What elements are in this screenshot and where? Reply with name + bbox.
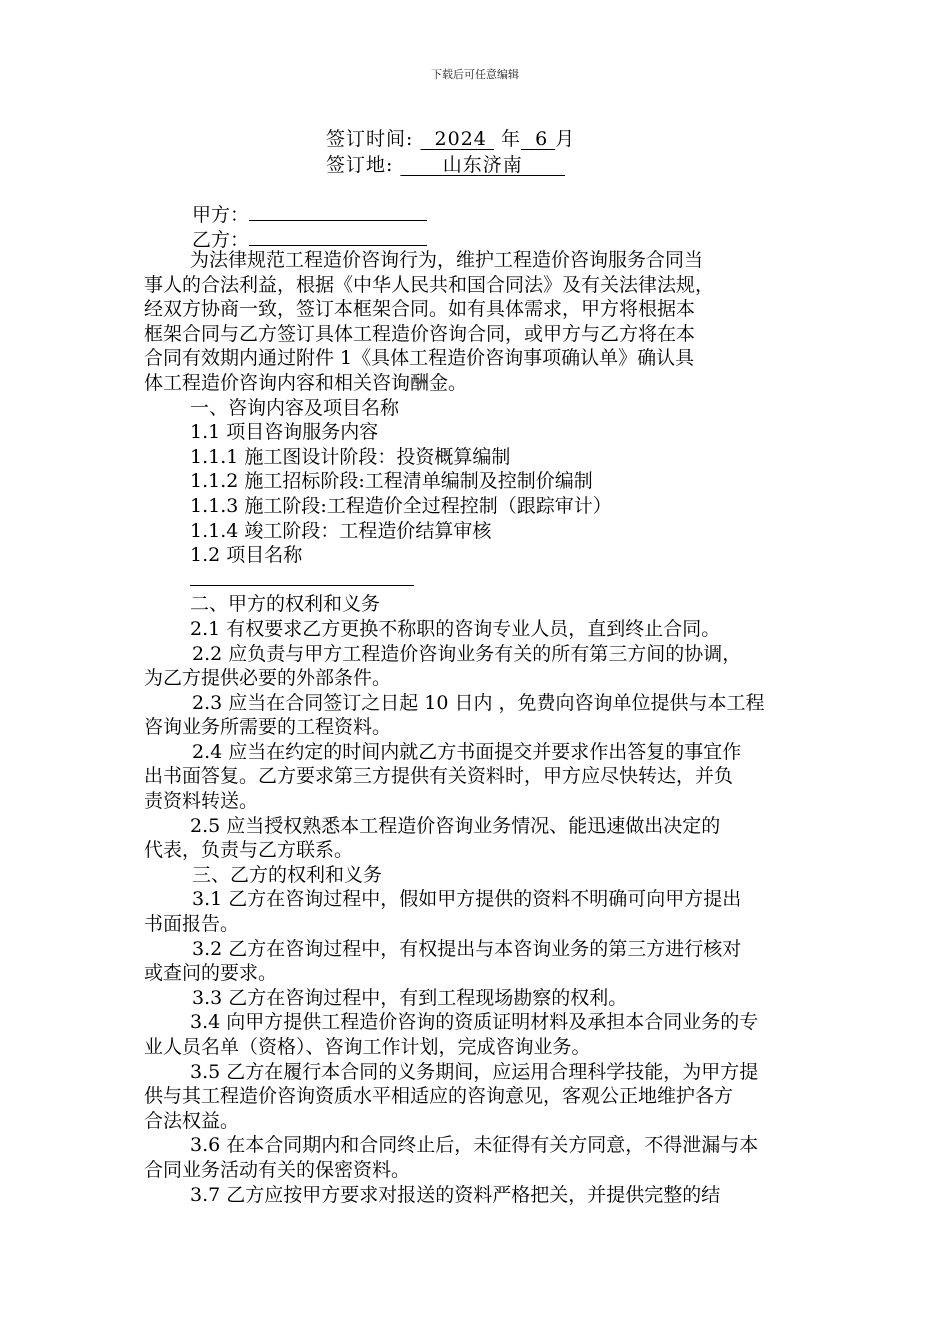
clause-line: 出书面答复。乙方要求第三方提供有关资料时，甲方应尽快转达，并负	[144, 765, 734, 788]
clause-line: 为乙方提供必要的外部条件。	[144, 667, 392, 690]
clause-line: 2.4 应当在约定的时间内就乙方书面提交并要求作出答复的事宜作	[192, 740, 742, 763]
clause-line: 1.1.2 施工招标阶段:工程清单编制及控制价编制	[190, 470, 593, 493]
sign-time-line	[326, 124, 575, 151]
paragraph-line: 经双方协商一致，签订本框架合同。如有具体需求，甲方将根据本	[144, 298, 696, 321]
section-heading-2: 二、甲方的权利和义务	[190, 593, 381, 616]
clause-line: 3.2 乙方在咨询过程中，有权提出与本咨询业务的第三方进行核对	[192, 937, 742, 960]
party-a-line	[192, 200, 427, 227]
clause-line: 合法权益。	[144, 1109, 240, 1132]
section-heading-1: 一、咨询内容及项目名称	[190, 396, 400, 419]
clause-line: 合同业务活动有关的保密资料。	[144, 1158, 411, 1181]
clause-line: 3.4 向甲方提供工程造价咨询的资质证明材料及承担本合同业务的专	[190, 1011, 759, 1034]
contract-body	[144, 248, 850, 1207]
party-b-blank	[249, 244, 427, 246]
paragraph-line: 合同有效期内通过附件 1《具体工程造价咨询事项确认单》确认具	[144, 347, 695, 370]
sign-year-unit: 年	[501, 128, 522, 150]
paragraph-line: 事人的合法利益，根据《中华人民共和国合同法》及有关法律法规，	[144, 273, 715, 296]
section-heading-3: 三、乙方的权利和义务	[192, 863, 383, 886]
paragraph-line: 为法律规范工程造价咨询行为，维护工程造价咨询服务合同当	[190, 249, 704, 271]
paragraph-line: 框架合同与乙方签订具体工程造价咨询合同，或甲方与乙方将在本	[144, 322, 696, 345]
clause-line: 供与其工程造价咨询资质水平相适应的咨询意见，客观公正地维护各方	[144, 1085, 734, 1108]
sign-month-unit: 月	[555, 128, 576, 150]
party-a-blank	[249, 219, 427, 221]
sign-place-line	[326, 150, 565, 177]
project-name-blank	[190, 584, 414, 586]
project-name-blank-row	[144, 568, 850, 593]
clause-line: 3.7 乙方应按甲方要求对报送的资料严格把关，并提供完整的结	[190, 1183, 721, 1206]
clause-line: 2.1 有权要求乙方更换不称职的咨询专业人员，直到终止合同。	[190, 617, 721, 640]
clause-line: 3.6 在本合同期内和合同终止后，未征得有关方同意，不得泄漏与本	[190, 1134, 759, 1157]
clause-line: 责资料转送。	[144, 790, 259, 813]
sign-place-label: 签订地:	[326, 154, 394, 176]
clause-line: 3.5 乙方在履行本合同的义务期间，应运用合理科学技能，为甲方提	[190, 1060, 759, 1083]
clause-line: 1.2 项目名称	[190, 544, 303, 567]
clause-line: 1.1.4 竣工阶段：工程造价结算审核	[190, 519, 492, 542]
sign-month: 6	[535, 128, 549, 150]
clause-line: 2.5 应当授权熟悉本工程造价咨询业务情况、能迅速做出决定的	[190, 814, 721, 837]
header-note: 下载后可任意编辑	[431, 68, 519, 81]
clause-line: 业人员名单（资格）、咨询工作计划，完成咨询业务。	[144, 1036, 591, 1058]
party-b-label: 乙方：	[192, 229, 250, 251]
clause-line: 2.2 应负责与甲方工程造价咨询业务有关的所有第三方间的协调，	[192, 642, 742, 665]
sign-year: 2024	[434, 128, 487, 150]
clause-line: 1.1.1 施工图设计阶段：投资概算编制	[190, 445, 511, 468]
clause-line: 或查问的要求。	[144, 962, 278, 985]
clause-line: 书面报告。	[144, 913, 240, 936]
clause-line: 代表，负责与乙方联系。	[144, 839, 354, 862]
paragraph-line: 体工程造价咨询内容和相关咨询酬金。	[144, 371, 468, 394]
sign-time-label: 签订时间:	[326, 128, 414, 150]
clause-line: 1.1 项目咨询服务内容	[190, 421, 379, 444]
clause-line: 3.1 乙方在咨询过程中，假如甲方提供的资料不明确可向甲方提出	[192, 888, 742, 911]
clause-line: 咨询业务所需要的工程资料。	[144, 716, 392, 739]
clause-line: 2.3 应当在合同签订之日起 10 日内 ，免费向咨询单位提供与本工程	[192, 691, 765, 714]
sign-place: 山东济南	[442, 154, 523, 176]
party-a-label: 甲方：	[192, 204, 250, 226]
clause-line: 3.3 乙方在咨询过程中，有到工程现场勘察的权利。	[192, 986, 628, 1009]
clause-line: 1.1.3 施工阶段:工程造价全过程控制（跟踪审计）	[190, 494, 612, 517]
